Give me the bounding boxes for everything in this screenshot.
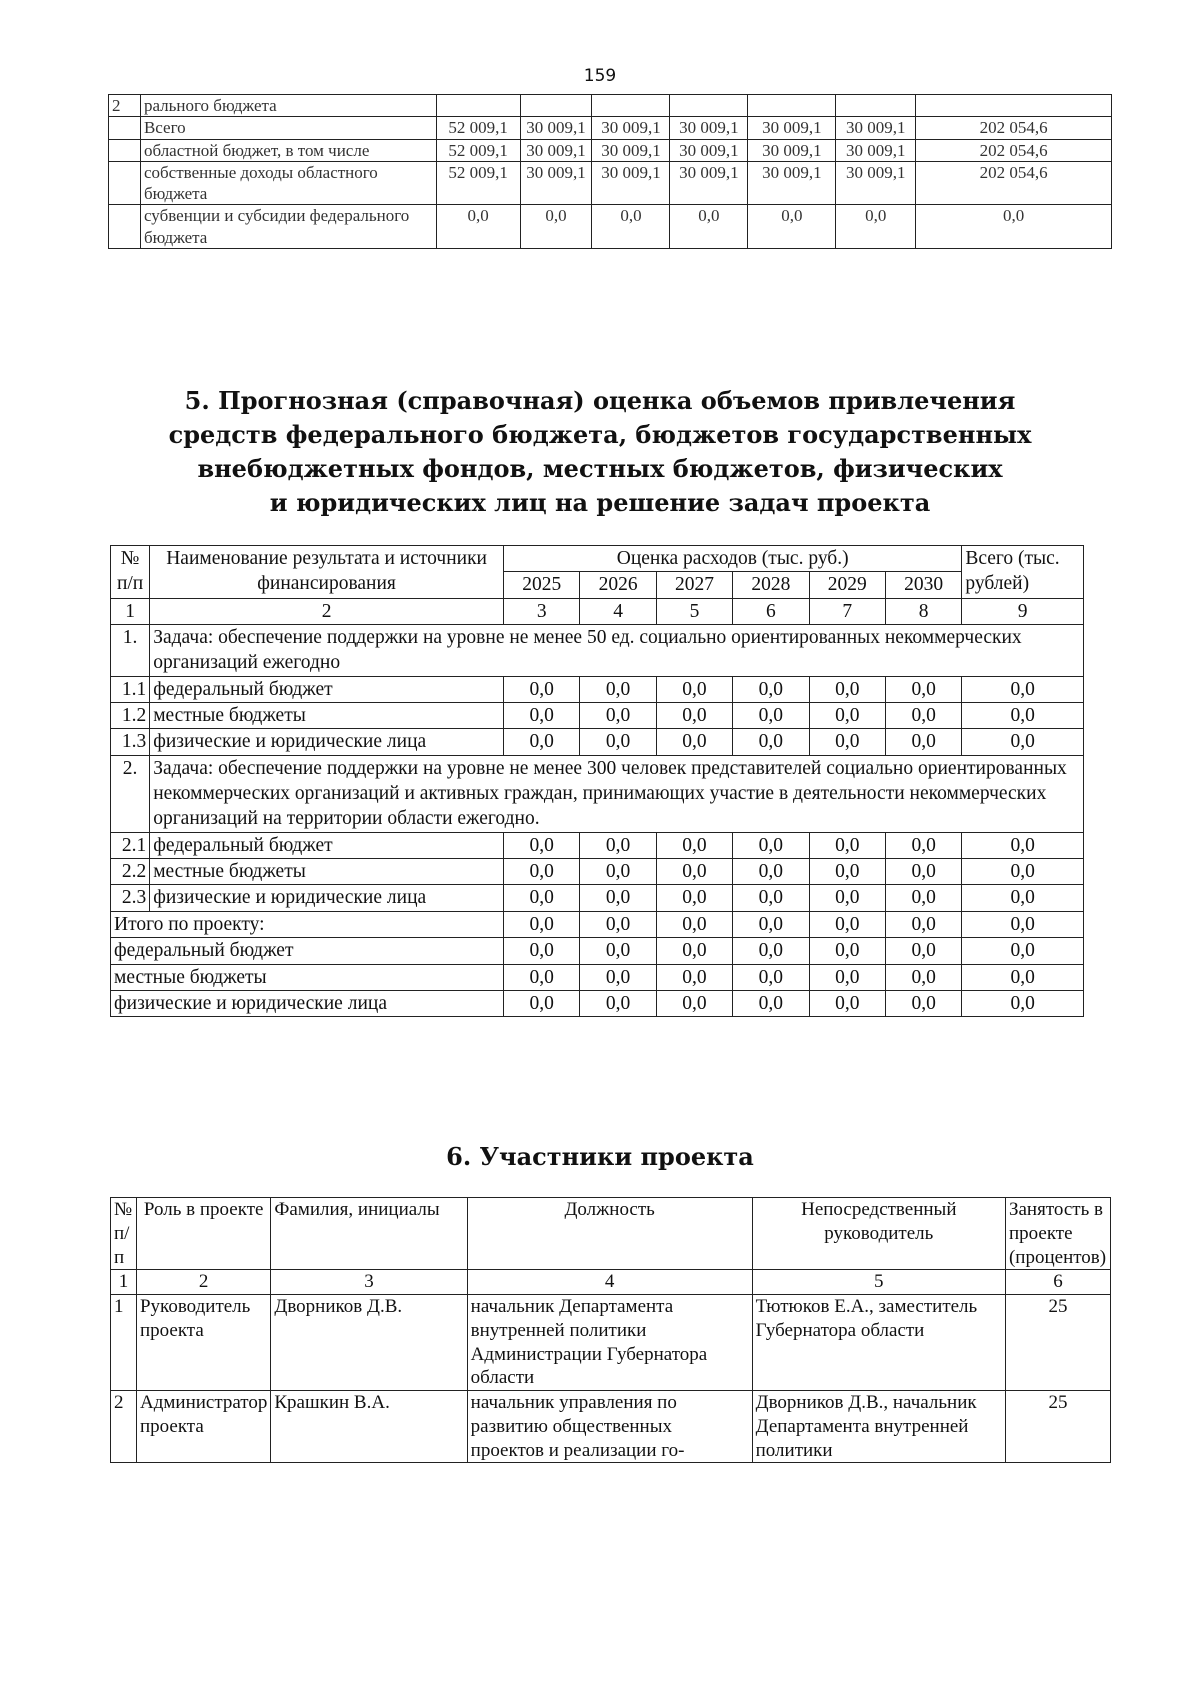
row-value: 0,0 (504, 832, 580, 858)
row-num (109, 205, 141, 249)
row-value: 30 009,1 (748, 161, 836, 205)
column-number: 5 (752, 1270, 1005, 1295)
table-row (111, 938, 1084, 964)
row-value: 0,0 (733, 729, 809, 755)
row-num (109, 139, 141, 161)
row-value: 0,0 (656, 729, 732, 755)
row-value: 0,0 (809, 911, 885, 937)
row-value: 0,0 (592, 205, 670, 249)
row-value: 0,0 (809, 990, 885, 1016)
row-value: 0,0 (885, 859, 961, 885)
section5-heading (0, 384, 1200, 520)
row-value: 0,0 (656, 964, 732, 990)
row-value: 0,0 (836, 205, 916, 249)
row-value: 0,0 (504, 938, 580, 964)
table-row (111, 859, 1084, 885)
row-value: 0,0 (733, 859, 809, 885)
budget-continuation-table (108, 94, 1112, 249)
row-value: 0,0 (809, 676, 885, 702)
participant-num: 1 (111, 1295, 137, 1391)
row-value: 30 009,1 (748, 139, 836, 161)
table-row (109, 117, 1112, 139)
column-number: 4 (580, 598, 656, 624)
row-num (109, 117, 141, 139)
row-name: федеральный бюджет (150, 832, 504, 858)
row-value: 0,0 (733, 990, 809, 1016)
row-num: 2.1 (111, 832, 150, 858)
row-num: 1.2 (111, 703, 150, 729)
table-row (111, 832, 1084, 858)
row-value: 0,0 (885, 729, 961, 755)
row-value: 0,0 (962, 990, 1084, 1016)
row-num (109, 161, 141, 205)
row-value: 0,0 (962, 911, 1084, 937)
row-name: местные бюджеты (150, 859, 504, 885)
column-number: 7 (809, 598, 885, 624)
row-value: 52 009,1 (436, 139, 520, 161)
section5-heading-line: и юридических лиц на решение задач проекта (269, 488, 931, 518)
column-number: 1 (111, 1270, 137, 1295)
row-value: 202 054,6 (916, 139, 1112, 161)
row-value: 0,0 (885, 832, 961, 858)
row-num: 2.3 (111, 885, 150, 911)
row-value: 0,0 (733, 911, 809, 937)
row-name: рального бюджета (140, 95, 436, 117)
head-cell: Непосредственный руководитель (752, 1198, 1005, 1270)
row-value: 0,0 (962, 703, 1084, 729)
row-value: 30 009,1 (670, 139, 748, 161)
head-total: Всего (тыс. рублей) (962, 546, 1084, 599)
row-value: 0,0 (580, 938, 656, 964)
row-value: 0,0 (885, 676, 961, 702)
row-value: 202 054,6 (916, 117, 1112, 139)
column-number: 4 (467, 1270, 752, 1295)
table-row (109, 95, 1112, 117)
participant-position: начальник управления по развитию общественных проектов и реализации го- (467, 1391, 752, 1463)
row-value: 0,0 (962, 832, 1084, 858)
row-name: физические и юридические лица (150, 885, 504, 911)
task2-text: Задача: обеспечение поддержки на уровне не менее 300 человек представителей социально ориентированных некоммерческих организаций и активных граждан, принимающих участие в деятельности некоммерческих организаций на территории области ежегодно. (150, 755, 1084, 832)
row-value: 0,0 (733, 885, 809, 911)
row-name: областной бюджет, в том числе (140, 139, 436, 161)
row-value (748, 95, 836, 117)
row-num: 2 (109, 95, 141, 117)
participant-num: 2 (111, 1391, 137, 1463)
row-value: 0,0 (733, 676, 809, 702)
table-row (111, 729, 1084, 755)
row-value: 0,0 (885, 703, 961, 729)
table-row (111, 1295, 1111, 1391)
row-value: 0,0 (656, 885, 732, 911)
row-value: 0,0 (520, 205, 592, 249)
table-row (111, 1391, 1111, 1463)
column-number: 6 (1005, 1270, 1110, 1295)
row-num: 1.3 (111, 729, 150, 755)
row-value: 0,0 (885, 990, 961, 1016)
row-value (436, 95, 520, 117)
table-row (109, 139, 1112, 161)
head-cell: Фамилия, инициалы (271, 1198, 467, 1270)
row-name: федеральный бюджет (150, 676, 504, 702)
row-value: 0,0 (580, 990, 656, 1016)
financing-estimate-table (110, 545, 1084, 1017)
column-number: 6 (733, 598, 809, 624)
participants-table (110, 1197, 1111, 1463)
row-value: 0,0 (885, 964, 961, 990)
row-value: 30 009,1 (592, 161, 670, 205)
row-value: 0,0 (504, 911, 580, 937)
table-row (111, 990, 1084, 1016)
row-value: 30 009,1 (836, 161, 916, 205)
row-name: Всего (140, 117, 436, 139)
row-name: собственные доходы областного бюджета (140, 161, 436, 205)
row-value: 30 009,1 (592, 139, 670, 161)
row-value: 0,0 (809, 832, 885, 858)
section5-heading-line: 5. Прогнозная (справочная) оценка объемов привлечения (184, 386, 1016, 415)
row-value: 0,0 (809, 729, 885, 755)
row-value: 0,0 (748, 205, 836, 249)
row-num: 1.1 (111, 676, 150, 702)
row-value: 0,0 (504, 990, 580, 1016)
row-value: 30 009,1 (670, 117, 748, 139)
row-value: 0,0 (733, 964, 809, 990)
row-value: 30 009,1 (520, 161, 592, 205)
row-value: 0,0 (962, 885, 1084, 911)
row-value: 0,0 (436, 205, 520, 249)
column-number: 3 (504, 598, 580, 624)
row-value: 0,0 (885, 938, 961, 964)
table-row (109, 205, 1112, 249)
row-value: 30 009,1 (520, 139, 592, 161)
task1-num: 1. (111, 625, 150, 677)
row-value: 0,0 (656, 703, 732, 729)
row-value: 0,0 (885, 885, 961, 911)
participant-manager: Тютюков Е.А., заместитель Губернатора области (752, 1295, 1005, 1391)
table-row (111, 964, 1084, 990)
head-year: 2030 (885, 572, 961, 598)
column-number: 2 (150, 598, 504, 624)
row-value: 30 009,1 (520, 117, 592, 139)
row-value: 0,0 (656, 911, 732, 937)
row-value: 0,0 (885, 911, 961, 937)
table-row (111, 676, 1084, 702)
participant-share: 25 (1005, 1391, 1110, 1463)
table-row (111, 885, 1084, 911)
row-value: 0,0 (580, 729, 656, 755)
head-cell: Должность (467, 1198, 752, 1270)
row-value: 0,0 (962, 859, 1084, 885)
row-value: 52 009,1 (436, 161, 520, 205)
row-value: 0,0 (504, 703, 580, 729)
task1-text: Задача: обеспечение поддержки на уровне не менее 50 ед. социально ориентированных некоммерческих организаций ежегодно (150, 625, 1084, 677)
row-value: 0,0 (580, 832, 656, 858)
column-number: 3 (271, 1270, 467, 1295)
head-cell: № п/п (111, 1198, 137, 1270)
column-number: 8 (885, 598, 961, 624)
head-year: 2028 (733, 572, 809, 598)
row-value: 0,0 (670, 205, 748, 249)
row-value: 0,0 (656, 990, 732, 1016)
row-value: 30 009,1 (836, 139, 916, 161)
row-name: Итого по проекту: (111, 911, 504, 937)
row-value: 0,0 (916, 205, 1112, 249)
row-value: 0,0 (733, 703, 809, 729)
row-value: 0,0 (580, 676, 656, 702)
row-value: 0,0 (962, 729, 1084, 755)
participant-manager: Дворников Д.В., начальник Департамента внутренней политики (752, 1391, 1005, 1463)
participant-name: Крашкин В.А. (271, 1391, 467, 1463)
row-name: субвенции и субсидии федерального бюджета (140, 205, 436, 249)
head-year: 2027 (656, 572, 732, 598)
row-value: 0,0 (504, 964, 580, 990)
row-value: 0,0 (733, 832, 809, 858)
row-name: местные бюджеты (150, 703, 504, 729)
row-value (916, 95, 1112, 117)
row-value: 30 009,1 (670, 161, 748, 205)
participant-role: Руководитель проекта (136, 1295, 270, 1391)
row-value: 0,0 (580, 703, 656, 729)
row-value: 0,0 (962, 964, 1084, 990)
row-value: 30 009,1 (748, 117, 836, 139)
row-value: 0,0 (962, 676, 1084, 702)
row-value: 0,0 (504, 859, 580, 885)
row-name: местные бюджеты (111, 964, 504, 990)
section5-heading-line: средств федерального бюджета, бюджетов государственных (168, 420, 1032, 450)
row-value: 52 009,1 (436, 117, 520, 139)
column-number: 9 (962, 598, 1084, 624)
participant-name: Дворников Д.В. (271, 1295, 467, 1391)
head-num: № п/п (111, 546, 150, 599)
head-estimate: Оценка расходов (тыс. руб.) (504, 546, 962, 572)
row-value: 0,0 (809, 885, 885, 911)
row-value (836, 95, 916, 117)
row-name: физические и юридические лица (111, 990, 504, 1016)
row-value: 30 009,1 (836, 117, 916, 139)
row-name: физические и юридические лица (150, 729, 504, 755)
section5-heading-line: внебюджетных фондов, местных бюджетов, физических (197, 454, 1003, 484)
row-value: 30 009,1 (592, 117, 670, 139)
head-year: 2025 (504, 572, 580, 598)
row-value: 0,0 (656, 832, 732, 858)
row-value: 0,0 (656, 676, 732, 702)
column-number: 1 (111, 598, 150, 624)
table-row (109, 161, 1112, 205)
row-value: 0,0 (809, 859, 885, 885)
row-value: 0,0 (962, 938, 1084, 964)
head-year: 2029 (809, 572, 885, 598)
participant-position: начальник Департамента внутренней политики Администрации Губернатора области (467, 1295, 752, 1391)
head-name: Наименование результата и источники финансирования (150, 546, 504, 599)
row-name: федеральный бюджет (111, 938, 504, 964)
row-value: 202 054,6 (916, 161, 1112, 205)
row-value: 0,0 (809, 964, 885, 990)
column-number: 2 (136, 1270, 270, 1295)
row-value: 0,0 (733, 938, 809, 964)
section6-heading: 6. Участники проекта (446, 1142, 754, 1171)
row-value: 0,0 (504, 676, 580, 702)
head-cell: Роль в проекте (136, 1198, 270, 1270)
head-year: 2026 (580, 572, 656, 598)
page-number: 159 (583, 66, 617, 86)
row-value (670, 95, 748, 117)
row-value (520, 95, 592, 117)
head-cell: Занятость в проекте (процентов) (1005, 1198, 1110, 1270)
row-value: 0,0 (809, 703, 885, 729)
row-value: 0,0 (580, 911, 656, 937)
row-value: 0,0 (656, 938, 732, 964)
row-value (592, 95, 670, 117)
row-value: 0,0 (504, 729, 580, 755)
task2-num: 2. (111, 755, 150, 832)
column-number: 5 (656, 598, 732, 624)
row-num: 2.2 (111, 859, 150, 885)
row-value: 0,0 (504, 885, 580, 911)
row-value: 0,0 (580, 885, 656, 911)
table-row (111, 911, 1084, 937)
participant-role: Администратор проекта (136, 1391, 270, 1463)
row-value: 0,0 (580, 859, 656, 885)
row-value: 0,0 (809, 938, 885, 964)
row-value: 0,0 (656, 859, 732, 885)
table-row (111, 703, 1084, 729)
row-value: 0,0 (580, 964, 656, 990)
participant-share: 25 (1005, 1295, 1110, 1391)
